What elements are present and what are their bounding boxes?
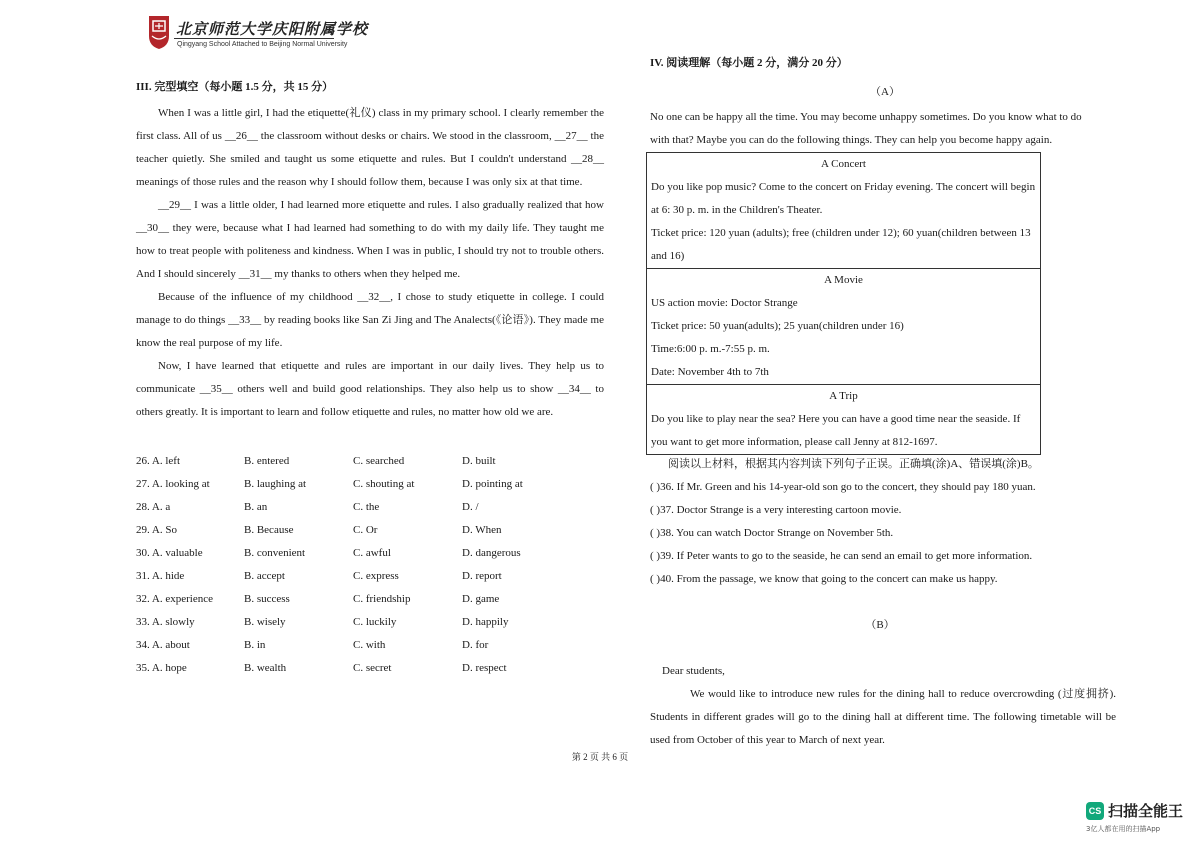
cloze-section-title: III. 完型填空（每小题 1.5 分，共 15 分）	[136, 81, 334, 93]
cloze-section	[136, 76, 604, 424]
option-text: C. with	[353, 639, 386, 651]
option-text: C. searched	[353, 455, 405, 467]
letter-body: We would like to introduce new rules for the dining hall to reduce overcrowding (过度拥挤). Students in different grades will go to the dining hall at different time. The following timetable will be used from October of this year to March of next year.	[650, 688, 1116, 746]
option-row-27	[136, 473, 606, 496]
option-text: B. wealth	[244, 662, 287, 674]
option-text: C. Or	[353, 524, 378, 536]
letter-body-wrap	[650, 683, 1116, 752]
notice-text: Ticket price: 50 yuan(adults); 25 yuan(children under 16)	[651, 320, 904, 332]
school-name-english: Qingyang School Attached to Beijing Normal University	[177, 41, 348, 48]
option-text: D. game	[462, 593, 500, 605]
question-38: ( )38. You can watch Doctor Strange on November 5th.	[650, 527, 894, 539]
option-text: D. built	[462, 455, 496, 467]
reading-intro: No one can be happy all the time. You may become unhappy sometimes. Do you know what to do with that? Maybe you can do the following things. They can help you become happy again.	[650, 111, 1082, 146]
notice-text: Do you like pop music? Come to the concert on Friday evening. The concert will begin at 6: 30 p. m. in the Children's Theater.	[651, 181, 1036, 216]
notice-movie	[647, 269, 1040, 385]
option-text: B. entered	[244, 455, 290, 467]
option-text: B. success	[244, 593, 290, 605]
cloze-paragraph-3: Because of the influence of my childhood __32__, I chose to study etiquette in college. I could manage to do things __33__ by reading books like San Zi Jing and The Analects(《论语》). They made me know the real purpose of my life.	[136, 291, 604, 349]
option-text: 28. A. a	[136, 501, 171, 513]
question-37: ( )37. Doctor Strange is a very interesting cartoon movie.	[650, 504, 902, 516]
school-seal-icon	[146, 14, 172, 50]
option-text: D. report	[462, 570, 502, 582]
option-text: B. in	[244, 639, 266, 651]
option-text: D. happily	[462, 616, 509, 628]
option-text: C. luckily	[353, 616, 397, 628]
option-text: 29. A. So	[136, 524, 177, 536]
notice-title: A Movie	[824, 274, 863, 286]
option-text: D. When	[462, 524, 502, 536]
notice-text: Time:6:00 p. m.-7:55 p. m.	[651, 343, 770, 355]
option-text: B. convenient	[244, 547, 306, 559]
option-text: C. the	[353, 501, 380, 513]
notice-title: A Concert	[821, 158, 866, 170]
option-text: D. /	[462, 501, 479, 513]
option-text: C. express	[353, 570, 399, 582]
option-text: D. for	[462, 639, 489, 651]
option-text: B. wisely	[244, 616, 286, 628]
option-text: B. an	[244, 501, 268, 513]
option-text: B. laughing at	[244, 478, 307, 490]
option-text: B. Because	[244, 524, 294, 536]
notice-text: Date: November 4th to 7th	[651, 366, 769, 378]
notice-concert	[647, 153, 1040, 269]
cloze-paragraph-2: __29__ I was a little older, I had learned more etiquette and rules. I also gradually realized that how __30__ they were, because what I had learned had something to do with my daily life. They taught me how to treat people with politeness and kindness. When I was in public, I should try not to trouble others. And I should sincerely __31__ my thanks to others when they helped me.	[136, 199, 604, 280]
option-row-34	[136, 634, 606, 657]
notice-text: Ticket price: 120 yuan (adults); free (children under 12); 60 yuan(children between 13 and 16)	[651, 227, 1031, 262]
option-row-29	[136, 519, 606, 542]
option-text: 34. A. about	[136, 639, 190, 651]
camscanner-name: 扫描全能王	[1108, 802, 1184, 820]
option-text: D. respect	[462, 662, 507, 674]
true-false-questions	[650, 476, 1120, 591]
camscanner-logo-icon: CS	[1086, 802, 1104, 820]
reading-section-title: IV. 阅读理解（每小题 2 分，满分 20 分）	[650, 57, 848, 69]
option-text: C. friendship	[353, 593, 411, 605]
notice-text: US action movie: Doctor Strange	[651, 297, 798, 309]
header-rule	[174, 38, 334, 39]
option-row-32	[136, 588, 606, 611]
option-text: D. pointing at	[462, 478, 523, 490]
question-39: ( )39. If Peter wants to go to the seaside, he can send an email to get more information.	[650, 550, 1033, 562]
option-text: 26. A. left	[136, 455, 180, 467]
notice-title: A Trip	[829, 390, 858, 402]
part-a-label: （A）	[870, 86, 900, 98]
option-row-30	[136, 542, 606, 565]
option-text: 30. A. valuable	[136, 547, 203, 559]
question-40: ( )40. From the passage, we know that going to the concert can make us happy.	[650, 573, 998, 585]
school-name-chinese: 北京师范大学庆阳附属学校	[176, 20, 369, 38]
option-text: C. shouting at	[353, 478, 415, 490]
option-text: 31. A. hide	[136, 570, 185, 582]
part-b-label: （B）	[865, 619, 895, 631]
option-text: D. dangerous	[462, 547, 521, 559]
question-36: ( )36. If Mr. Green and his 14-year-old son go to the concert, they should pay 180 yuan.	[650, 481, 1036, 493]
option-text: 33. A. slowly	[136, 616, 195, 628]
option-row-33	[136, 611, 606, 634]
option-text: 27. A. looking at	[136, 478, 210, 490]
true-false-instruction: 阅读以上材料，根据其内容判读下列句子正误。正确填(涂)A、错误填(涂)B。	[668, 458, 1039, 470]
option-text: B. accept	[244, 570, 285, 582]
camscanner-tagline: 3亿人都在用的扫描App	[1086, 825, 1161, 833]
cloze-paragraph-4: Now, I have learned that etiquette and rules are important in our daily lives. They help us to communicate __35__ others well and build good relationships. They also help us to show __34__ to others greatly. It is important to learn and follow etiquette and rules, no matter how old we are.	[136, 360, 604, 418]
page-number: 第 2 页 共 6 页	[571, 752, 629, 762]
option-text: 35. A. hope	[136, 662, 187, 674]
option-row-31	[136, 565, 606, 588]
option-row-26	[136, 450, 606, 473]
option-text: 32. A. experience	[136, 593, 213, 605]
cloze-paragraph-1: When I was a little girl, I had the etiquette(礼仪) class in my primary school. I clearly remember the first class. All of us __26__ the classroom without desks or chairs. We stood in the classroom, __27__ the teacher quietly. She smiled and taught us some etiquette and rules. But I couldn't understand __28__ meanings of those rules and the reason why I should follow them, because I was only six at that time.	[136, 107, 604, 188]
notice-box	[646, 152, 1041, 455]
option-row-35	[136, 657, 606, 680]
notice-text: Do you like to play near the sea? Here you can have a good time near the seaside. If you want to get more information, please call Jenny at 812-1697.	[651, 413, 1021, 448]
option-text: C. awful	[353, 547, 391, 559]
cloze-options	[136, 450, 606, 680]
reading-section-header	[650, 52, 1120, 104]
option-row-28	[136, 496, 606, 519]
option-text: C. secret	[353, 662, 392, 674]
letter-greeting: Dear students,	[662, 665, 725, 677]
notice-trip	[647, 385, 1040, 454]
